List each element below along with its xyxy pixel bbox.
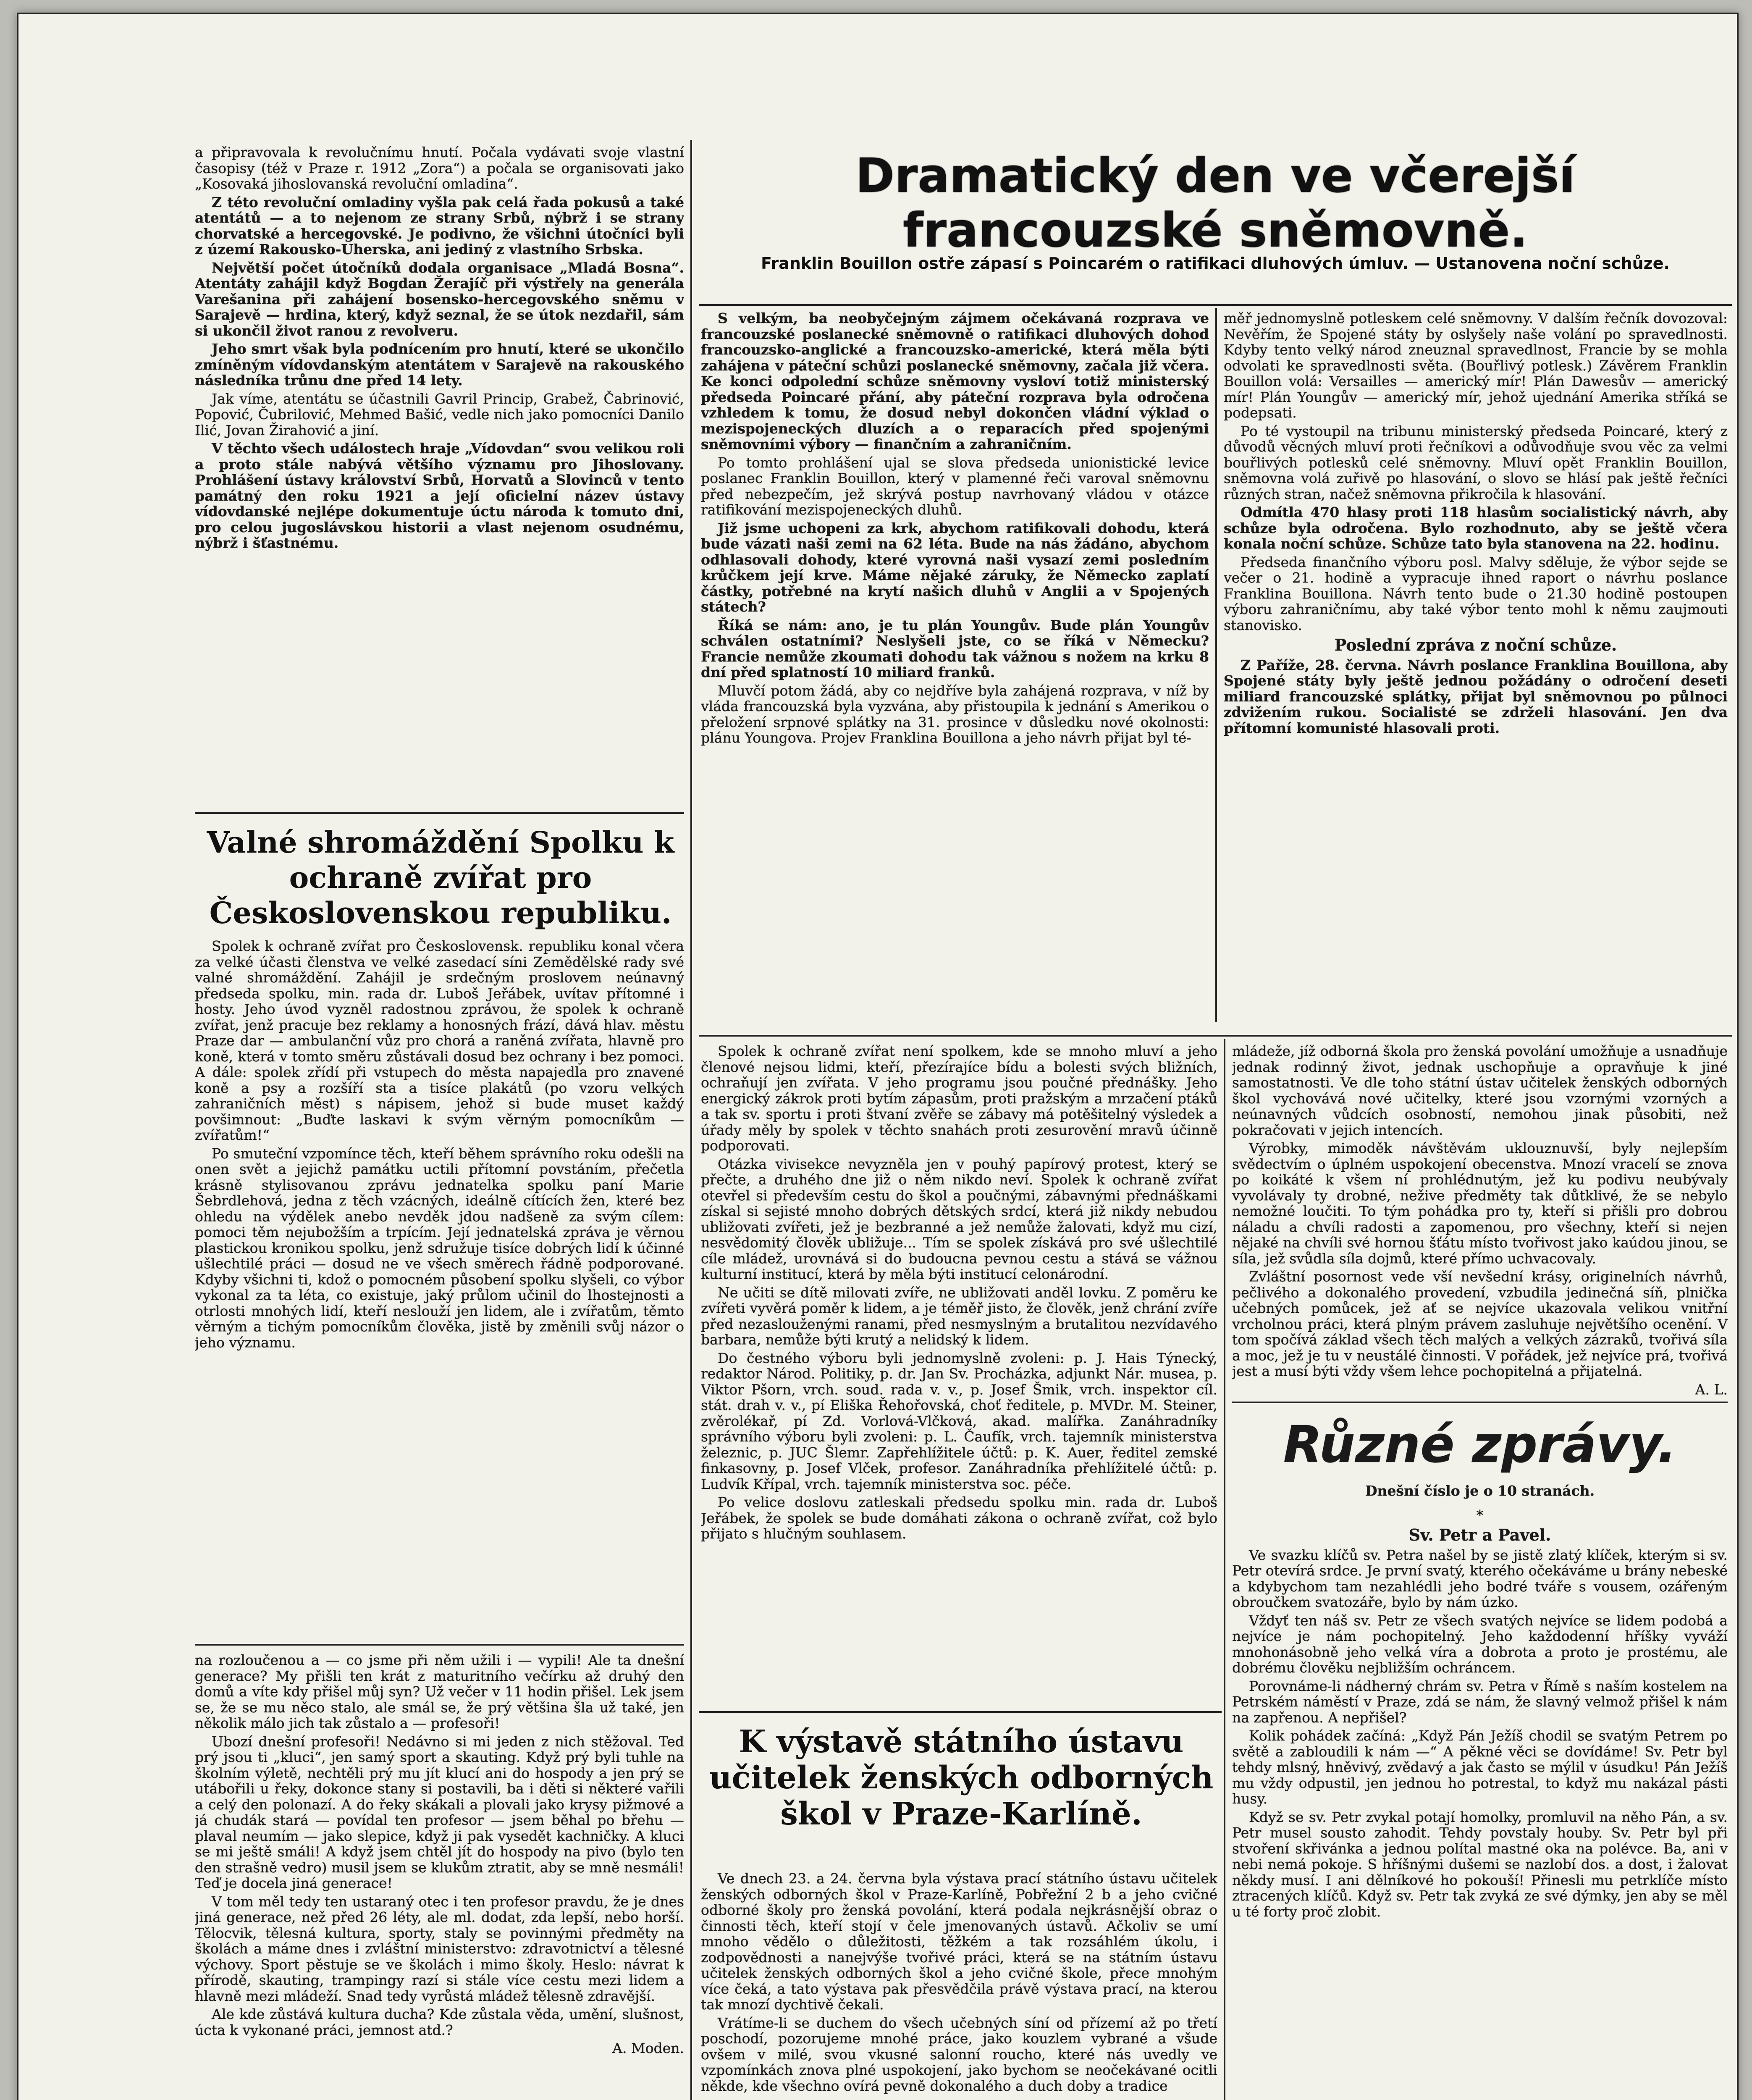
right-column: [1232, 1043, 1728, 2100]
spolek-headline: Valné shromáždění Spolku k ochraně zvířat pro Československou republiku.: [207, 825, 674, 930]
essay-paragraph: Ale kde zůstává kultura ducha? Kde zůstala věda, umění, slušnost, úcta k vykonané práci, jemnost atd.?: [195, 2006, 684, 2038]
main-paragraph: Říká se nám: ano, je tu plán Youngův. Bude plán Youngův schválen ostatními? Neslyšeli jste, co se říká v Německu? Francie nemůže zkoumati dohodu tak vážnou s nožem na krku 8 dní před splatností 10 miliard franků.: [701, 617, 1209, 680]
main-article-bottom-rule: [699, 1035, 1732, 1037]
spolek-paragraph: Po smuteční vzpomínce těch, kteří během správního roku odešli na onen svět a jejichž památku uctili přítomní povstáním, přečetla krásně stylisovanou zprávu jednatelka spolku paní Marie Šebrdlehová, jedna z těch vzácných, ideálně cítících žen, které bez ohledu na výdělek anebo nevděk jdou nadšeně za svým cílem: pomoci těm nejubožším a trpícím. Její jednatelská zpráva je věrnou plastickou kronikou spolku, jenž sdružuje tisíce dobrých lidí k účinné ušlechtilé práci — dosud ne ve všech směrech řádně podporované. Kdyby všichni ti, kdož o pomocném působení spolku slyšeli, co výbor vykonal za ta léta, co existuje, jaký průlom učinil do lhostejnosti a otrlosti mnohých lidí, kteří neslouží jen lidem, ale i zvířatům, těmto věrným a tichým pomocníkům člověka, jistě by změnili svůj názor o jeho významu.: [195, 1145, 684, 1351]
last-report-title: Poslední zpráva z noční schůze.: [1334, 635, 1617, 654]
main-deck: Franklin Bouillon ostře zápasí s Poincarém o ratifikaci dluhových úmluv. — Ustanovena noční schůze.: [761, 254, 1670, 273]
left-divider-2: [195, 1644, 684, 1646]
vystava-paragraph: Ve dnech 23. a 24. června byla výstava prací státního ústavu učitelek ženských odborných škol v Praze-Karlíně, Pobřežní 2 b a jeho cvičné odborné školy pro ženská povolání, která podala nejkrásnější obraz o činnosti těch, kteří stojí v čele jmenovaných ústavů. Ačkoliv se umí mnoho vědělo o důležitosti, těžkém a tak rozsáhlém úkolu, i zodpovědnosti a nanejvýše tvořivé práci, která se na státním ústavu učitelek ženských odborných škol a jeho cvičné škole, přece mnohým více čeká, a tato výstava pak přesvědčila právě výstava prací, na kterou tak mnozí dychtivě čekali.: [701, 1871, 1217, 2013]
vystava-signature: A. L.: [1695, 1381, 1728, 1398]
pages-note: Dnešní číslo je o 10 stranách.: [1365, 1483, 1595, 1499]
left-top-paragraph: Z této revoluční omladiny vyšla pak celá řada pokusů a také atentátů — a to nejenom ze strany Srbů, nýbrž i se strany chorvatské a hercegovské. Je podivno, že všichni útočníci byli z území Rakousko-Uherska, ani jediný z vlastního Srbska.: [195, 194, 684, 257]
petr-paragraph: Ve svazku klíčů sv. Petra našel by se jistě zlatý klíček, kterým si sv. Petr otevírá srdce. Je první svatý, kterého očekáváme u brány nebeské a kdybychom tam nezahlédli jeho bodré tváře s vousem, ozářeným obroučkem svatozáře, bylo by nám úzko.: [1232, 1546, 1728, 1610]
left-top-paragraph: Jak víme, atentátu se účastnili Gavril Princip, Grabež, Čabrinović, Popović, Čubrilović, Mehmed Bašić, vedle nich jako pomocníci Danilo Ilić, Jovan Žirahović a jiní.: [195, 390, 684, 438]
deck-rule: [699, 304, 1732, 306]
vystava-cont-paragraph: Zvláštní posornost vede vší nevšední krásy, originelních návrhů, pečlivého a dokonalého provedení, vzbudila jedinečná síň, plnička učebných pomůcek, jež ať se nejvíce ukazovala velikou vnitřní vrcholnou práci, která plným právem zasluhuje největšího ocenění. V tom spočívá základ všech těch malých a velkých zázraků, tvořivá síla a moc, jež je tu v neustálé činnosti. V pořádek, jež nejvíce prá, tvořivá jest a musí býti vždy všem lehce pochopitelná a přijatelná.: [1232, 1268, 1728, 1379]
mid-divider: [699, 1711, 1222, 1713]
essay-paragraph: na rozloučenou a — co jsme při něm užili i — vypili! Ale ta dnešní generace? My přišli ten krát z maturitního večírku až druhý den domů a víte kdy přišel můj syn? Už večer v 11 hodin přišel. Lek jsem se, že se mu něco stalo, ale smál se, že prý většina šla už také, jen několik málo jich tak zůstalo a — profesoři!: [195, 1652, 684, 1731]
various-news-title: Různé zprávy.: [1283, 1416, 1677, 1474]
main-paragraph: Předseda finančního výboru posl. Malvy sděluje, že výbor sejde se večer o 21. hodině a vypracuje ihned raport o návrhu poslance Franklina Bouillona. Návrh tento bude o 21.30 hodině postoupen výboru zahraničnímu, aby také výbor tento mohl k němu zaujmouti stanovisko.: [1224, 554, 1728, 633]
main-article-column-1: [701, 310, 1209, 1033]
petr-paragraph: Vždyť ten náš sv. Petr ze všech svatých nejvíce se lidem podobá a nejvíce je nám pochopitelný. Jeho každodenní hříšky vyváží mnohonásobně jeho velká víra a dobrota a proto je prostému, ale dobrému člověku nejbližším ochráncem.: [1232, 1612, 1728, 1676]
essay-paragraph: V tom měl tedy ten ustaraný otec i ten profesor pravdu, že je dnes jiná generace, než před 26 léty, ale ml. dodat, zda lepší, nebo horší. Tělocvik, tělesná kultura, sporty, staly se povinnými předměty na školách a máme dnes i zvláštní ministerstvo: zdravotnictví a tělesné výchovy. Sport pěstuje se ve školách i mimo školy. Heslo: návrat k přírodě, skauting, trampingy razí si stále více cestu mezi lidem a hlavně mezi mládeží. Snad tedy vyrůstá mládež tělesně zdravější.: [195, 1893, 684, 2004]
main-paragraph: měř jednomyslně potleskem celé sněmovny. V dalším řečník dovozoval: Nevěřím, že Spojené státy by oslyšely naše volání po spravedlnosti. Kdyby tento velký národ zneuznal spravedlnost, Francie by se mohla odvolati ke spravedlnosti světa. (Bouřlivý potlesk.) Závěrem Franklin Bouillon volá: Versailles — americký mír! Plán Dawesův — americký mír! Plán Youngův — americký mír, jehož ujednání Amerika stříká se podepsati.: [1224, 310, 1728, 421]
main-article-column-2: [1224, 310, 1728, 1033]
main-paragraph: Odmítla 470 hlasy proti 118 hlasům socialistický návrh, aby schůze byla odročena. Bylo rozhodnuto, aby se ještě včera konala noční schůze. Schůze tato byla stanovena na 22. hodinu.: [1224, 504, 1728, 552]
main-paragraph: S velkým, ba neobyčejným zájmem očekávaná rozprava ve francouzské poslanecké sněmovně o ratifikaci dluhových dohod francouzsko-anglické a francouzsko-americké, která měla býti zahájena v páteční schůzi poslanecké sněmovny, začala již včera. Ke konci odpolední schůze sněmovny vysloví totiž ministerský předseda Poincaré přání, aby páteční rozprava byla odročena vzhledem k tomu, že dosud nebyl dokončen vládní výklad o mezispojeneckých dluzích a o reparacích před spojenými sněmovními výbory — finančním a zahraničním.: [701, 310, 1209, 452]
left-top-paragraph: Největší počet útočníků dodala organisace „Mladá Bosna“. Atentáty zahájil když Bogdan Žerajíč při výstřely na generála Varešanina při zahájení bosensko-hercegovského sněmu v Sarajevě — hrdina, který, když seznal, že se útok nezdařil, sám si ukončil život ranou z revolveru.: [195, 259, 684, 339]
main-paragraph: Mluvčí potom žádá, aby co nejdříve byla zahájená rozprava, v níž by vláda francouzská byla vyzvána, aby přistoupila k jednání s Amerikou o přeložení srpnové splátky na 31. prosince v důsledku nové okolnosti: plánu Youngova. Projev Franklina Bouillona a jeho návrh přijat byl té-: [701, 682, 1209, 746]
left-top-paragraph: a připravovala k revolučnímu hnutí. Počala vydávati svoje vlastní časopisy (též v Praze r. 1912 „Zora“) a počala se organisovati jako „Kosovaká jihoslovanská revoluční omladina“.: [195, 144, 684, 192]
main-paragraph: Po tomto prohlášení ujal se slova předseda unionistické levice poslanec Franklin Bouillon, který v plamenné řeči varoval sněmovnu před nebezpečím, jež skrývá postup navrhovaný vládou v otázce ratifikování mezispojeneckých dluhů.: [701, 454, 1209, 518]
last-report-paragraph: Z Paříže, 28. června. Návrh poslance Franklina Bouillona, aby Spojené státy byly ještě jednou požádány o odročení deseti miliard francouzské splátky, přijat byl sněmovnou po půlnoci zdvižením rukou. Socialisté se zdrželi hlasování. Jen dva přítomní komunisté hlasovali proti.: [1224, 656, 1728, 736]
right-divider: [1232, 1402, 1728, 1403]
main-paragraph: Po té vystoupil na tribunu ministerský předseda Poincaré, který z důvodů věcných mluví proti řečníkovi a odůvodňuje svou věc za velmi bouřlivých potlesků celé sněmovny. Mluví opět Franklin Bouillon, sněmovna volá zuřivě po hlasování, o slovo se hlásí pak ještě řečníci různých stran, načež sněmovna přikročila k hlasování.: [1224, 423, 1728, 502]
vystava-cont-paragraph: mládeže, jíž odborná škola pro ženská povolání umožňuje a usnadňuje jednak rodinný život, jednak uschopňuje a opravňuje k jiné samostatnosti. Ve dle toho státní ústav učitelek ženských odborných škol vychovává nové učitelky, které jsou vzornými vzorných a neúnavných vůdcích osobností, nemohou jinak působiti, než pokračovati v jejich intencích.: [1232, 1043, 1728, 1138]
petr-paragraph: Když se sv. Petr zvykal potají homolky, promluvil na něho Pán, a sv. Petr musel sousto zahodit. Tehdy povstaly houby. Sv. Petr byl při stvoření skřivánka a jednou polítal mastné oka na polévce. Ba, ani v nebi nemá pokoje. S hříšnými dušemi se nazlobí dos. a dost, i žalovat někdy musí. I ani dělníkové ho pokouší! Přinesli mu petrklíče místo ztracených klíčů. Když sv. Petr tak zvyká ze své dýmky, jen aby se měl u té forty proč zlobit.: [1232, 1809, 1728, 1920]
spolek-cont-paragraph: Spolek k ochraně zvířat není spolkem, kde se mnoho mluví a jeho členové nejsou lidmi, kteří, přezírajíce bídu a bolesti svých bližních, ochraňují jen zvířata. V jeho programu jsou poučné přednášky. Jeho energický zákrok proti bytím zápasům, proti pražským a mrzačení ptáků a tak sv. sportu i proti štvaní zvěře se zábavy má potěšitelný výsledek a úřady měly by spolek v těchto snahách proti zesurovění mravů účinně podporovati.: [701, 1043, 1217, 1154]
left-top-paragraph: V těchto všech událostech hraje „Vídovdan“ svou velikou roli a proto stále nabývá většího významu pro Jihoslovany. Prohlášení ústavy království Srbů, Horvatů a Slovinců v tento památný den roku 1921 a její oficielní název ústavy vídovdanské nejlépe dokumentuje úctu národa k tomuto dni, pro celou jugoslávskou historii a vlast nejenom osudnému, nýbrž i šťastnému.: [195, 440, 684, 551]
spolek-body: [195, 938, 684, 1640]
main-headline: Dramatický den ve včerejší francouzské sněmovně.: [855, 149, 1575, 258]
spolek-cont-paragraph: Po velice doslovu zatleskali předsedu spolku min. rada dr. Luboš Jeřábek, že spolek se bude domáhati zákona o ochraně zvířat, což bylo přijato s hlučným souhlasem.: [701, 1494, 1217, 1542]
column-rule-left: [690, 140, 692, 2100]
left-column-top: [195, 144, 684, 808]
essay-signature: A. Moden.: [612, 2040, 684, 2056]
main-paragraph: Již jsme uchopeni za krk, abychom ratifikovali dohodu, která bude vázati naši zemi na 62 léta. Bude na nás žádáno, abychom odhlasovali dohody, které vyrovná naši vysazí zemi posledním krůčkem její krve. Máme nějaké záruky, že Německo zaplatí částky, potřebné na krytí našich dluhů v Anglii a v Spojených státech?: [701, 520, 1209, 615]
spolek-paragraph: Spolek k ochraně zvířat pro Československ. republiku konal včera za velké účasti členstva ve velké zasedací síni Zemědělské rady své valné shromáždění. Zahájil je srdečným proslovem neúnavný předseda spolku, min. rada dr. Luboš Jeřábek, uvítav přítomné i hosty. Jeho úvod vyzněl radostnou zprávou, že spolek k ochraně zvířat, jenž pracuje bez reklamy a honosných frází, dává hlav. městu Praze dar — ambulanční vůz pro chorá a raněná zvířata, hlavně pro koně, která v tomto směru zůstávali dosud bez ochrany i bez pomoci. A dále: spolek zřídí při vstupech do města napajedla pro znavené koně a psy a rozšíří sta a tisíce plakátů (po vzoru velkých zahraničních měst) s nápisem, jehož si bude muset každý povšimnout: „Buďte laskavi k svým věrným pomocníkům — zvířatům!“: [195, 938, 684, 1143]
left-divider: [195, 812, 684, 814]
spolek-continuation: [701, 1043, 1217, 1707]
vystava-body: [701, 1871, 1217, 2100]
left-top-paragraph: Jeho smrt však byla podnícením pro hnutí, které se ukončilo zmíněným vídovdanským atentátem v Sarajevě na rakouského následníka trůnu dne před 14 lety.: [195, 341, 684, 388]
newspaper-page: [17, 13, 1739, 2100]
vystava-cont-paragraph: Výrobky, mimoděk návštěvám uklouznuvší, byly nejlepším svědectvím o úplném uspokojení obecenstva. Mnozí vracelí se znova po koikáté k všem ní prohlédnutým, jež ku podivu neubývaly vyvolávaly ty drobné, nežive předměty tak důtklivé, že se nebylo nemožné loučiti. To tým pohádka pro ty, kteří si přišli pro dobrou náladu a chvíli radosti a zapomenou, pro všechny, kteří si nejen nějaké na chvíli své hornou šťátu místo tvořivost jako kaúdou jinou, se síla, jež svůdla síla dojmů, které přímo uchvacovaly.: [1232, 1140, 1728, 1267]
vystava-paragraph: Vrátíme-li se duchem do všech učebných síní od přízemí až po třetí poschodí, pozorujeme mnohé práce, jako kouzlem vybrané a všude ovšem v milé, svou vkusné salonní roucho, které nás uvedly ve vzpomínkách znova plné uspokojení, jako bychom se neočekávané ocitli někde, kde všechno ovírá pevně dokonalého a duch doby a tradice: [701, 2014, 1217, 2094]
spolek-cont-paragraph: Otázka vivisekce nevyzněla jen v pouhý papírový protest, který se přečte, a druhého dne již o něm nikdo neví. Spolek k ochraně zvířat otevřel si především cestu do škol a poučnými, zábavnými přednáškami získal si sejisté mnoho dobrých dětských srdcí, která již nikdy nebudou ubližovati zvířeti, jež je bezbranné a jež nemůže žalovati, když mu cizí, nesvědomitý člověk ubližuje... Tím se spolek získává pro své ušlechtilé cíle mládež, urovnává si do budoucna pevnou cestu a stává se vážnou kulturní institucí, která by měla býti institucí celonárodní.: [701, 1155, 1217, 1282]
column-rule-mid-lower: [1224, 1039, 1225, 2100]
vystava-headline: K výstavě státního ústavu učitelek ženských odborných škol v Praze-Karlíně.: [709, 1724, 1214, 1832]
left-column-bottom: [195, 1652, 684, 2100]
spolek-cont-paragraph: Ne učiti se dítě milovati zvíře, ne ubližovati anděl lovku. Z poměru ke zvířeti vyvěrá poměr k lidem, a je téměř jisto, že člověk, jenž chrání zvíře před nezaslouženými ranami, před nesmyslným a brutalitou nezvídavého barbara, nemůže býti krutý a nelidský k lidem.: [701, 1284, 1217, 1348]
petr-pavel-title: Sv. Petr a Pavel.: [1408, 1525, 1551, 1544]
column-rule-right-upper: [1215, 308, 1217, 1022]
essay-paragraph: Ubozí dnešní profesoři! Nedávno si mi jeden z nich stěžoval. Teď prý jsou ti „kluci“, jen samý sport a skauting. Když prý byli tuhle na školním výletě, nechtěli prý mu jít klucí ani do hospody a jen prý se utábořili u řeky, dokonce stany si postavili, ba i děti si některé vařili a celý den polonazí. A do řeky skákali a plovali jako krysy pižmové a já chudák stará — povídal ten profesor — jsem běhal po břehu — plaval neumím — jako slepice, když ji pak vysedět kachničky. A kluci se mi ještě smáli! A když jsem chtěl jít do hospody na pivo (bylo ten den strašně vedro) musil jsem se klukům ztratit, aby se mně nesmáli! Teď je docela jiná generace!: [195, 1733, 684, 1891]
petr-paragraph: Porovnáme-li nádherný chrám sv. Petra v Římě s naším kostelem na Petrském náměstí v Praze, zdá se nám, že slavný velmož přišel k nám na zapřenou. A nepřišel?: [1232, 1677, 1728, 1726]
petr-paragraph: Kolik pohádek začíná: „Když Pán Ježíš chodil se svatým Petrem po světě a zabloudili k nám —“ A pěkné věci se dovídáme! Sv. Petr byl tehdy mlsný, hněvivý, zvědavý a jak často se mýlil v úsudku! Pán Ježíš mu vždy odpustil, jen jednou ho potrestal, to když mu nakázal pásti husy.: [1232, 1727, 1728, 1807]
spolek-cont-paragraph: Do čestného výboru byli jednomyslně zvoleni: p. J. Hais Týnecký, redaktor Národ. Politiky, p. dr. Jan Sv. Procházka, adjunkt Nár. musea, p. Viktor Pšorn, vrch. soud. rada v. v., p. Josef Šmik, vrch. inspektor cíl. stát. drah v. v., pí Eliška Řehořovská, choť ředitele, p. MVDr. M. Steiner, zvěrolékař, pí Zd. Vorlová-Vlčková, akad. malířka. Zanáhradníky správního výboru byli zvoleni: p. L. Čaufík, vrch. tajemník ministerstva železnic, p. JUC Šlemr. Zapřehlížitele účtů: p. K. Auer, ředitel zemské finkasovny, p. Josef Vlček, profesor. Zanáhradníka přehlížitelé účtů: p. Ludvík Křípal, vrch. tajemník ministerstva soc. péče.: [701, 1349, 1217, 1492]
star-separator: *: [1476, 1507, 1484, 1523]
